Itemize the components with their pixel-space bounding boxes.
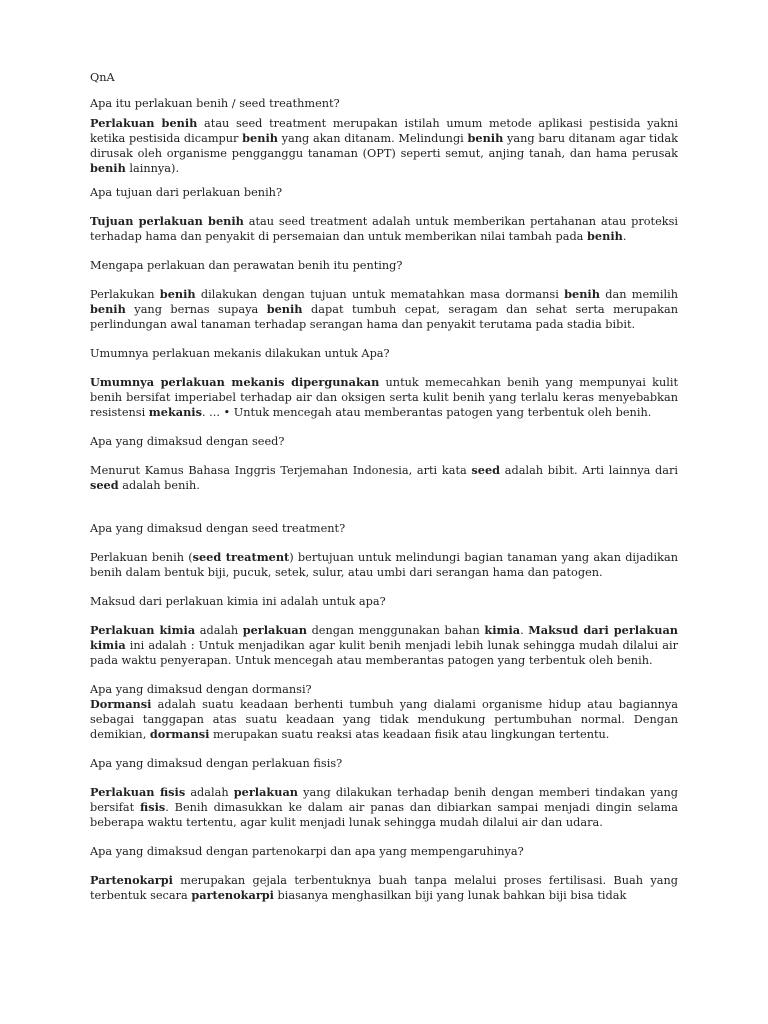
- answer-9: Perlakuan fisis adalah perlakuan yang dilakukan terhadap benih dengan memberi tindakan yang bersifat fisis. Benih dimasukkan ke dalam air panas dan dibiarkan sampai menjadi dingin selama beberapa waktu tertentu, agar kulit menjadi lunak sehingga mudah dilalui air dan udara.: [90, 785, 678, 829]
- question-10: Apa yang dimaksud dengan partenokarpi dan apa yang mempengaruhinya?: [90, 845, 524, 858]
- question-5: Apa yang dimaksud dengan seed?: [90, 435, 285, 448]
- answer-3: Perlakukan benih dilakukan dengan tujuan untuk mematahkan masa dormansi benih dan memilih benih yang bernas supaya benih dapat tumbuh cepat, seragam dan sehat serta merupakan perlindungan awal tanaman terhadap serangan hama dan penyakit terutama pada stadia bibit.: [90, 287, 678, 331]
- answer-7: Perlakuan kimia adalah perlakuan dengan menggunakan bahan kimia. Maksud dari perlakuan kimia ini adalah : Untuk menjadikan agar kulit benih menjadi lebih lunak sehingga mudah dilalui air pada waktu penyerapan. Untuk mencegah atau memberantas patogen yang terbentuk oleh benih.: [90, 623, 678, 667]
- answer-1: Perlakuan benih atau seed treatment merupakan istilah umum metode aplikasi pestisida yakni ketika pestisida dicampur benih yang akan ditanam. Melindungi benih yang baru ditanam agar tidak dirusak oleh organisme pengganggu tanaman (OPT) seperti semut, anjing tanah, dan hama perusak benih lainnya).: [90, 116, 678, 175]
- question-6: Apa yang dimaksud dengan seed treatment?: [90, 522, 346, 535]
- question-9: Apa yang dimaksud dengan perlakuan fisis?: [90, 757, 343, 770]
- question-7: Maksud dari perlakuan kimia ini adalah untuk apa?: [90, 595, 386, 608]
- question-3: Mengapa perlakuan dan perawatan benih itu penting?: [90, 259, 403, 272]
- document-title: QnA: [90, 71, 115, 84]
- question-1: Apa itu perlakuan benih / seed treathment?: [90, 97, 340, 110]
- answer-10: Partenokarpi merupakan gejala terbentuknya buah tanpa melalui proses fertilisasi. Buah yang terbentuk secara partenokarpi biasanya menghasilkan biji yang lunak bahkan biji bisa tidak: [90, 873, 678, 902]
- answer-8: Dormansi adalah suatu keadaan berhenti tumbuh yang dialami organisme hidup atau bagiannya sebagai tanggapan atas suatu keadaan yang tidak mendukung pertumbuhan normal. Dengan demikian, dormansi merupakan suatu reaksi atas keadaan fisik atau lingkungan tertentu.: [90, 697, 678, 741]
- answer-5: Menurut Kamus Bahasa Inggris Terjemahan Indonesia, arti kata seed adalah bibit. Arti lainnya dari seed adalah benih.: [90, 463, 679, 492]
- qa-list: [90, 96, 678, 903]
- answer-2: Tujuan perlakuan benih atau seed treatment adalah untuk memberikan pertahanan atau proteksi terhadap hama dan penyakit di persemaian dan untuk memberikan nilai tambah pada benih.: [90, 214, 679, 243]
- question-8: Apa yang dimaksud dengan dormansi?: [90, 683, 312, 696]
- question-4: Umumnya perlakuan mekanis dilakukan untuk Apa?: [90, 347, 390, 360]
- answer-6: Perlakuan benih (seed treatment) bertujuan untuk melindungi bagian tanaman yang akan dijadikan benih dalam bentuk biji, pucuk, setek, sulur, atau umbi dari serangan hama dan patogen.: [90, 550, 678, 579]
- answer-4: Umumnya perlakuan mekanis dipergunakan untuk memecahkan benih yang mempunyai kulit benih bersifat imperiabel terhadap air dan oksigen serta kulit benih yang terlalu keras menyebabkan resistensi mekanis. ... • Untuk mencegah atau memberantas patogen yang terbentuk oleh benih.: [90, 375, 678, 419]
- question-2: Apa tujuan dari perlakuan benih?: [90, 186, 283, 199]
